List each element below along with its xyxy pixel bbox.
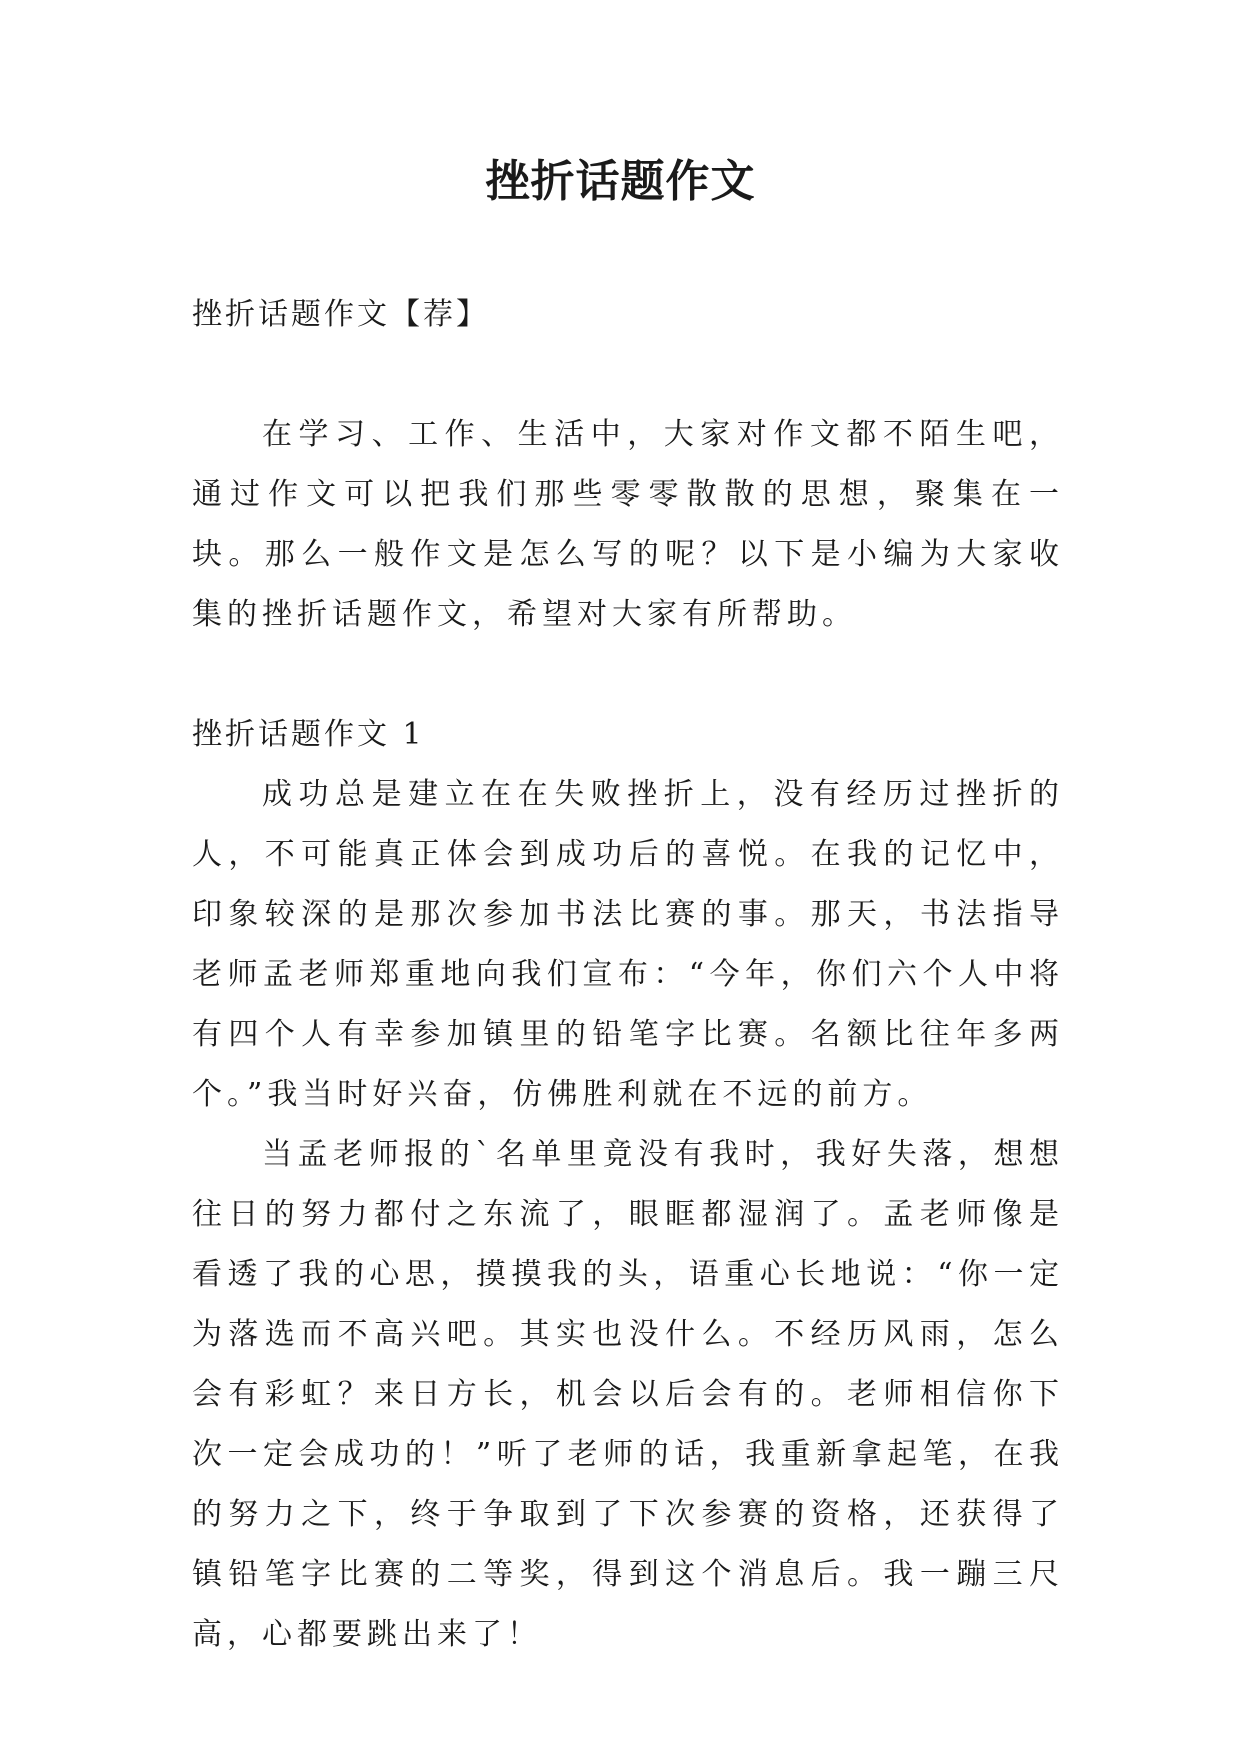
intro-paragraph: 在学习、工作、生活中，大家对作文都不陌生吧，通过作文可以把我们那些零零散散的思想，聚集在一块。那么一般作文是怎么写的呢？以下是小编为大家收集的挫折话题作文，希望对大家有所帮助。 [192, 417, 1064, 632]
document-body [192, 285, 1064, 1665]
document-title: 挫折话题作文 [485, 156, 756, 207]
body-paragraph-2: 当孟老师报的`名单里竟没有我时，我好失落，想想往日的努力都付之东流了，眼眶都湿润了。孟老师像是看透了我的心思，摸摸我的头，语重心长地说：“你一定为落选而不高兴吧。其实也没什么。不经历风雨，怎么会有彩虹？来日方长，机会以后会有的。老师相信你下次一定会成功的！”听了老师的话，我重新拿起笔，在我的努力之下，终于争取到了下次参赛的资格，还获得了镇铅笔字比赛的二等奖，得到这个消息后。我一蹦三尺高，心都要跳出来了！ [192, 1137, 1064, 1652]
section-heading: 挫折话题作文 1 [192, 717, 425, 752]
body-paragraph-1: 成功总是建立在在失败挫折上，没有经历过挫折的人，不可能真正体会到成功后的喜悦。在我的记忆中，印象较深的是那次参加书法比赛的事。那天，书法指导老师孟老师郑重地向我们宣布：“今年，你们六个人中将有四个人有幸参加镇里的铅笔字比赛。名额比往年多两个。”我当时好兴奋，仿佛胜利就在不远的前方。 [192, 777, 1064, 1112]
document-subtitle: 挫折话题作文【荐】 [192, 297, 489, 332]
